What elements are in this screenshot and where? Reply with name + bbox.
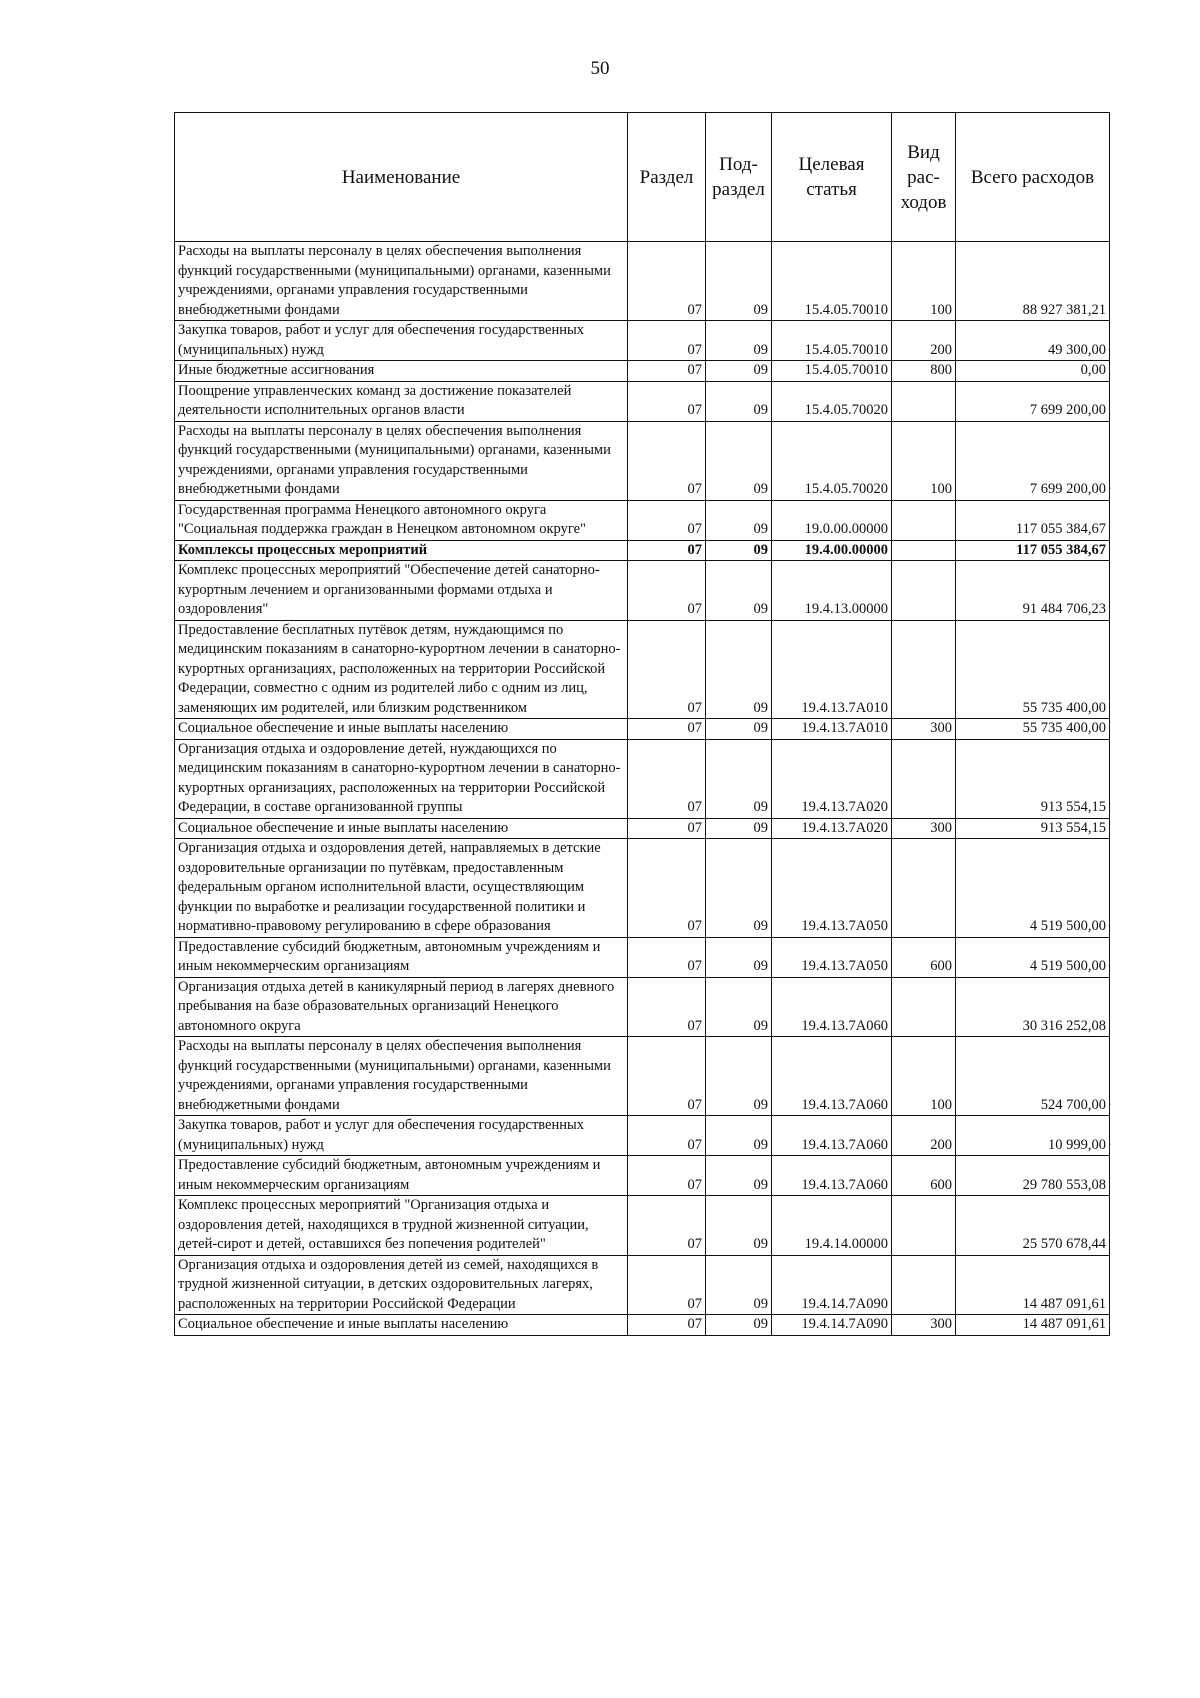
row-celevaya-statya: 15.4.05.70010	[772, 242, 892, 321]
row-podrazdel: 09	[706, 977, 772, 1037]
row-celevaya-statya: 19.4.13.7А060	[772, 977, 892, 1037]
table-row	[175, 540, 1110, 561]
row-vid-raskhodov: 200	[892, 1116, 956, 1156]
header-podrazdel: Под- раздел	[706, 113, 772, 242]
row-podrazdel: 09	[706, 242, 772, 321]
row-name: Закупка товаров, работ и услуг для обеспечения государственных (муниципальных) нужд	[175, 321, 628, 361]
row-name: Предоставление субсидий бюджетным, автономным учреждениям и иным некоммерческим организациям	[175, 937, 628, 977]
row-podrazdel: 09	[706, 1196, 772, 1256]
row-podrazdel: 09	[706, 1116, 772, 1156]
row-vid-raskhodov: 100	[892, 242, 956, 321]
row-total: 14 487 091,61	[956, 1255, 1110, 1315]
table-row	[175, 421, 1110, 500]
row-celevaya-statya: 19.4.13.7А010	[772, 620, 892, 719]
row-name: Закупка товаров, работ и услуг для обеспечения государственных (муниципальных) нужд	[175, 1116, 628, 1156]
header-total: Всего расходов	[956, 113, 1110, 242]
row-name: Иные бюджетные ассигнования	[175, 361, 628, 382]
row-vid-raskhodov: 800	[892, 361, 956, 382]
row-total: 7 699 200,00	[956, 381, 1110, 421]
table-row	[175, 977, 1110, 1037]
row-podrazdel: 09	[706, 620, 772, 719]
row-razdel: 07	[628, 242, 706, 321]
row-total: 0,00	[956, 361, 1110, 382]
row-razdel: 07	[628, 1315, 706, 1336]
row-name: Комплекс процессных мероприятий "Обеспечение детей санаторно-курортным лечением и организованными формами отдыха и оздоровления"	[175, 561, 628, 621]
row-name: Организация отдыха и оздоровление детей, нуждающихся по медицинским показаниям в санаторно-курортном лечении в санаторно-курортных организациях, расположенных на территории Российской Федерации, в составе организованной группы	[175, 739, 628, 818]
row-podrazdel: 09	[706, 540, 772, 561]
row-name: Предоставление субсидий бюджетным, автономным учреждениям и иным некоммерческим организациям	[175, 1156, 628, 1196]
row-vid-raskhodov: 300	[892, 818, 956, 839]
row-celevaya-statya: 15.4.05.70010	[772, 321, 892, 361]
row-total: 7 699 200,00	[956, 421, 1110, 500]
row-razdel: 07	[628, 1116, 706, 1156]
row-podrazdel: 09	[706, 421, 772, 500]
row-podrazdel: 09	[706, 361, 772, 382]
row-podrazdel: 09	[706, 1037, 772, 1116]
row-total: 91 484 706,23	[956, 561, 1110, 621]
row-razdel: 07	[628, 1196, 706, 1256]
table-row	[175, 937, 1110, 977]
row-total: 55 735 400,00	[956, 620, 1110, 719]
row-vid-raskhodov: 300	[892, 1315, 956, 1336]
row-celevaya-statya: 19.4.00.00000	[772, 540, 892, 561]
header-vid-raskhodov: Вид рас- ходов	[892, 113, 956, 242]
table-row	[175, 321, 1110, 361]
row-total: 30 316 252,08	[956, 977, 1110, 1037]
row-razdel: 07	[628, 561, 706, 621]
row-celevaya-statya: 19.4.13.7А020	[772, 818, 892, 839]
row-podrazdel: 09	[706, 937, 772, 977]
row-celevaya-statya: 19.4.13.7А010	[772, 719, 892, 740]
table-row	[175, 818, 1110, 839]
row-podrazdel: 09	[706, 839, 772, 938]
table-row	[175, 1037, 1110, 1116]
row-vid-raskhodov	[892, 739, 956, 818]
row-podrazdel: 09	[706, 739, 772, 818]
row-name: Расходы на выплаты персоналу в целях обеспечения выполнения функций государственными (муниципальными) органами, казенными учреждениями, органами управления государственными внебюджетными фондами	[175, 421, 628, 500]
table-row	[175, 361, 1110, 382]
row-name: Комплекс процессных мероприятий "Организация отдыха и оздоровления детей, находящихся в трудной жизненной ситуации, детей-сирот и детей, оставшихся без попечения родителей"	[175, 1196, 628, 1256]
row-razdel: 07	[628, 839, 706, 938]
page-number: 50	[590, 58, 610, 79]
row-name: Предоставление бесплатных путёвок детям, нуждающимся по медицинским показаниям в санаторно-курортном лечении в санаторно-курортных организациях, расположенных на территории Российской Федерации, совместно с одним из родителей либо с одним из лиц, заменяющих им родителей, или близким родственником	[175, 620, 628, 719]
row-razdel: 07	[628, 1156, 706, 1196]
row-total: 117 055 384,67	[956, 540, 1110, 561]
row-total: 88 927 381,21	[956, 242, 1110, 321]
row-razdel: 07	[628, 620, 706, 719]
row-celevaya-statya: 19.4.13.7А060	[772, 1156, 892, 1196]
row-vid-raskhodov	[892, 500, 956, 540]
row-vid-raskhodov	[892, 1255, 956, 1315]
row-total: 10 999,00	[956, 1116, 1110, 1156]
row-celevaya-statya: 15.4.05.70010	[772, 361, 892, 382]
row-razdel: 07	[628, 937, 706, 977]
row-celevaya-statya: 15.4.05.70020	[772, 421, 892, 500]
header-name: Наименование	[175, 113, 628, 242]
row-razdel: 07	[628, 321, 706, 361]
header-razdel: Раздел	[628, 113, 706, 242]
row-vid-raskhodov	[892, 561, 956, 621]
row-vid-raskhodov: 300	[892, 719, 956, 740]
row-celevaya-statya: 19.4.13.7А060	[772, 1037, 892, 1116]
table-row	[175, 839, 1110, 938]
row-name: Организация отдыха и оздоровления детей из семей, находящихся в трудной жизненной ситуации, в детских оздоровительных лагерях, расположенных на территории Российской Федерации	[175, 1255, 628, 1315]
row-celevaya-statya: 19.4.13.00000	[772, 561, 892, 621]
table-body	[175, 242, 1110, 1336]
row-celevaya-statya: 19.4.13.7А050	[772, 839, 892, 938]
row-podrazdel: 09	[706, 1255, 772, 1315]
row-razdel: 07	[628, 421, 706, 500]
row-total: 49 300,00	[956, 321, 1110, 361]
row-total: 25 570 678,44	[956, 1196, 1110, 1256]
row-name: Социальное обеспечение и иные выплаты населению	[175, 1315, 628, 1336]
row-total: 4 519 500,00	[956, 937, 1110, 977]
table-row	[175, 1116, 1110, 1156]
row-celevaya-statya: 19.0.00.00000	[772, 500, 892, 540]
budget-table	[174, 112, 1110, 1336]
row-vid-raskhodov	[892, 977, 956, 1037]
table-row	[175, 1156, 1110, 1196]
row-vid-raskhodov	[892, 620, 956, 719]
row-podrazdel: 09	[706, 561, 772, 621]
row-name: Поощрение управленческих команд за достижение показателей деятельности исполнительных органов власти	[175, 381, 628, 421]
row-name: Государственная программа Ненецкого автономного округа "Социальная поддержка граждан в Ненецком автономном округе"	[175, 500, 628, 540]
table-row	[175, 1255, 1110, 1315]
row-podrazdel: 09	[706, 500, 772, 540]
row-razdel: 07	[628, 818, 706, 839]
table-row	[175, 719, 1110, 740]
row-name: Социальное обеспечение и иные выплаты населению	[175, 818, 628, 839]
row-vid-raskhodov	[892, 1196, 956, 1256]
row-vid-raskhodov: 200	[892, 321, 956, 361]
row-total: 117 055 384,67	[956, 500, 1110, 540]
row-total: 524 700,00	[956, 1037, 1110, 1116]
row-podrazdel: 09	[706, 818, 772, 839]
row-total: 4 519 500,00	[956, 839, 1110, 938]
row-total: 29 780 553,08	[956, 1156, 1110, 1196]
row-name: Организация отдыха детей в каникулярный период в лагерях дневного пребывания на базе образовательных организаций Ненецкого автономного округа	[175, 977, 628, 1037]
table-row	[175, 381, 1110, 421]
row-celevaya-statya: 19.4.13.7А050	[772, 937, 892, 977]
row-vid-raskhodov: 100	[892, 421, 956, 500]
row-name: Организация отдыха и оздоровления детей, направляемых в детские оздоровительные организации по путёвкам, предоставленным федеральным органом исполнительной власти, осуществляющим функции по выработке и реализации государственной политики и нормативно-правовому регулированию в сфере образования	[175, 839, 628, 938]
row-vid-raskhodov	[892, 839, 956, 938]
row-celevaya-statya: 19.4.14.00000	[772, 1196, 892, 1256]
row-podrazdel: 09	[706, 1156, 772, 1196]
row-total: 913 554,15	[956, 818, 1110, 839]
row-podrazdel: 09	[706, 381, 772, 421]
row-total: 14 487 091,61	[956, 1315, 1110, 1336]
row-razdel: 07	[628, 361, 706, 382]
table-row	[175, 242, 1110, 321]
table-row	[175, 500, 1110, 540]
row-podrazdel: 09	[706, 1315, 772, 1336]
table-row	[175, 561, 1110, 621]
table-row	[175, 620, 1110, 719]
row-razdel: 07	[628, 540, 706, 561]
row-celevaya-statya: 19.4.13.7А020	[772, 739, 892, 818]
row-podrazdel: 09	[706, 321, 772, 361]
table-row	[175, 1315, 1110, 1336]
row-razdel: 07	[628, 1255, 706, 1315]
row-razdel: 07	[628, 977, 706, 1037]
row-celevaya-statya: 15.4.05.70020	[772, 381, 892, 421]
row-razdel: 07	[628, 739, 706, 818]
row-celevaya-statya: 19.4.14.7А090	[772, 1255, 892, 1315]
row-razdel: 07	[628, 381, 706, 421]
table-row	[175, 1196, 1110, 1256]
row-name: Расходы на выплаты персоналу в целях обеспечения выполнения функций государственными (муниципальными) органами, казенными учреждениями, органами управления государственными внебюджетными фондами	[175, 242, 628, 321]
row-vid-raskhodov	[892, 381, 956, 421]
row-vid-raskhodov: 600	[892, 937, 956, 977]
row-total: 55 735 400,00	[956, 719, 1110, 740]
row-name: Расходы на выплаты персоналу в целях обеспечения выполнения функций государственными (муниципальными) органами, казенными учреждениями, органами управления государственными внебюджетными фондами	[175, 1037, 628, 1116]
row-celevaya-statya: 19.4.13.7А060	[772, 1116, 892, 1156]
row-vid-raskhodov	[892, 540, 956, 561]
row-vid-raskhodov: 600	[892, 1156, 956, 1196]
row-vid-raskhodov: 100	[892, 1037, 956, 1116]
row-celevaya-statya: 19.4.14.7А090	[772, 1315, 892, 1336]
table-header	[175, 113, 1110, 242]
row-total: 913 554,15	[956, 739, 1110, 818]
table-row	[175, 739, 1110, 818]
row-razdel: 07	[628, 1037, 706, 1116]
row-name: Социальное обеспечение и иные выплаты населению	[175, 719, 628, 740]
row-name: Комплексы процессных мероприятий	[175, 540, 628, 561]
row-razdel: 07	[628, 500, 706, 540]
row-podrazdel: 09	[706, 719, 772, 740]
header-celevaya-statya: Целевая статья	[772, 113, 892, 242]
row-razdel: 07	[628, 719, 706, 740]
